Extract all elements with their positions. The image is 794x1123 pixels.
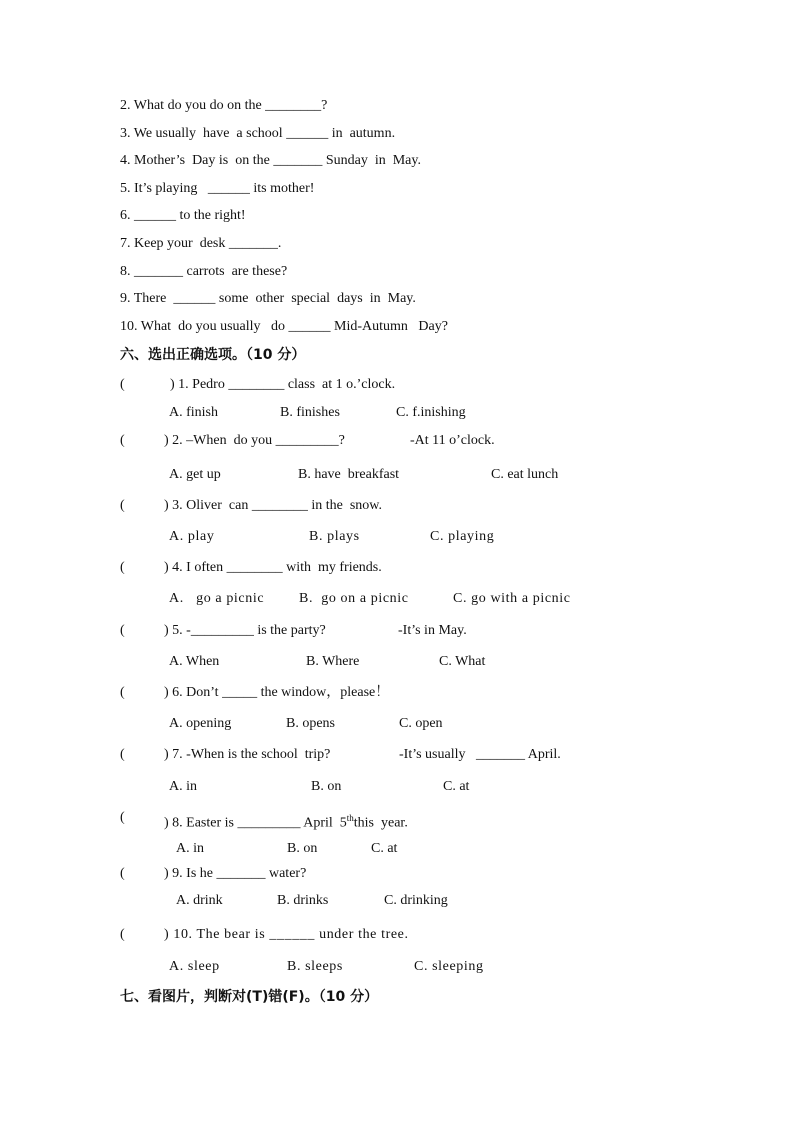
option-a: A. in — [169, 779, 197, 794]
section-6-title: 六、选出正确选项。（10 分） — [120, 347, 306, 363]
answer-paren: ( — [120, 927, 125, 942]
option-a: A. opening — [169, 716, 232, 731]
question-7-answer: -It’s usually _______ April. — [399, 747, 561, 762]
answer-paren: ( — [120, 866, 125, 881]
option-b: B. finishes — [280, 405, 340, 420]
option-b: B. Where — [306, 654, 360, 669]
option-c: C. go with a picnic — [453, 591, 571, 606]
answer-paren: ( — [120, 377, 125, 392]
option-a: A. finish — [169, 405, 218, 420]
question-8-tail: this year. — [353, 815, 408, 831]
question-2: ) 2. –When do you _________? — [164, 433, 345, 448]
option-b: B. sleeps — [287, 959, 343, 974]
fill-blank-5: 5. It’s playing ______ its mother! — [120, 181, 315, 196]
question-4: ) 4. I often ________ with my friends. — [164, 560, 382, 575]
fill-blank-6: 6. ______ to the right! — [120, 208, 246, 223]
fill-blank-3: 3. We usually have a school ______ in autumn. — [120, 126, 396, 141]
option-a: A. in — [176, 841, 204, 856]
option-a: A. sleep — [169, 959, 220, 974]
option-c: C. at — [371, 841, 398, 856]
question-9: ) 9. Is he _______ water? — [164, 866, 307, 881]
option-a: A. play — [169, 529, 215, 544]
question-8-text: ) 8. Easter is _________ April 5 — [164, 815, 347, 831]
option-c: C. at — [443, 779, 470, 794]
fill-blank-10: 10. What do you usually do ______ Mid-Autumn Day? — [120, 319, 448, 334]
option-c: C. sleeping — [414, 959, 484, 974]
option-c: C. f.inishing — [396, 405, 466, 420]
option-c: C. eat lunch — [491, 467, 559, 482]
fill-blank-8: 8. _______ carrots are these? — [120, 264, 288, 279]
option-b: B. go on a picnic — [299, 591, 409, 606]
fill-blank-2: 2. What do you do on the ________? — [120, 98, 328, 113]
option-b: B. on — [287, 841, 318, 856]
option-a: A. go a picnic — [169, 591, 265, 606]
option-b: B. plays — [309, 529, 360, 544]
answer-paren: ( — [120, 498, 125, 513]
fill-blank-9: 9. There ______ some other special days in May. — [120, 291, 416, 306]
option-b: B. have breakfast — [298, 467, 400, 482]
question-2-answer: -At 11 o’clock. — [410, 433, 495, 448]
option-a: A. get up — [169, 467, 221, 482]
answer-paren: ( — [120, 623, 125, 638]
answer-paren: ( — [120, 747, 125, 762]
question-8-superscript: th — [346, 813, 354, 823]
option-a: A. When — [169, 654, 220, 669]
option-c: C. drinking — [384, 893, 448, 908]
option-a: A. drink — [176, 893, 223, 908]
answer-paren: ( — [120, 560, 125, 575]
option-b: B. drinks — [277, 893, 329, 908]
option-b: B. opens — [286, 716, 335, 731]
section-7-title: 七、看图片，判断对(T)错(F)。（10 分） — [120, 989, 379, 1005]
option-c: C. playing — [430, 529, 495, 544]
question-6: ) 6. Don’t _____ the window，please！ — [164, 685, 390, 700]
option-b: B. on — [311, 779, 342, 794]
option-c: C. What — [439, 654, 486, 669]
question-8 — [164, 810, 408, 832]
question-5: ) 5. -_________ is the party? — [164, 623, 326, 638]
question-7: ) 7. -When is the school trip? — [164, 747, 331, 762]
question-10: ) 10. The bear is ______ under the tree. — [164, 927, 409, 942]
answer-paren: ( — [120, 685, 125, 700]
fill-blank-7: 7. Keep your desk _______. — [120, 236, 282, 251]
option-c: C. open — [399, 716, 443, 731]
question-1: ) 1. Pedro ________ class at 1 o.’clock. — [170, 377, 396, 392]
question-5-answer: -It’s in May. — [398, 623, 467, 638]
answer-paren: ( — [120, 433, 125, 448]
question-3: ) 3. Oliver can ________ in the snow. — [164, 498, 382, 513]
answer-paren: ( — [120, 810, 125, 825]
fill-blank-4: 4. Mother’s Day is on the _______ Sunday in May. — [120, 153, 421, 168]
